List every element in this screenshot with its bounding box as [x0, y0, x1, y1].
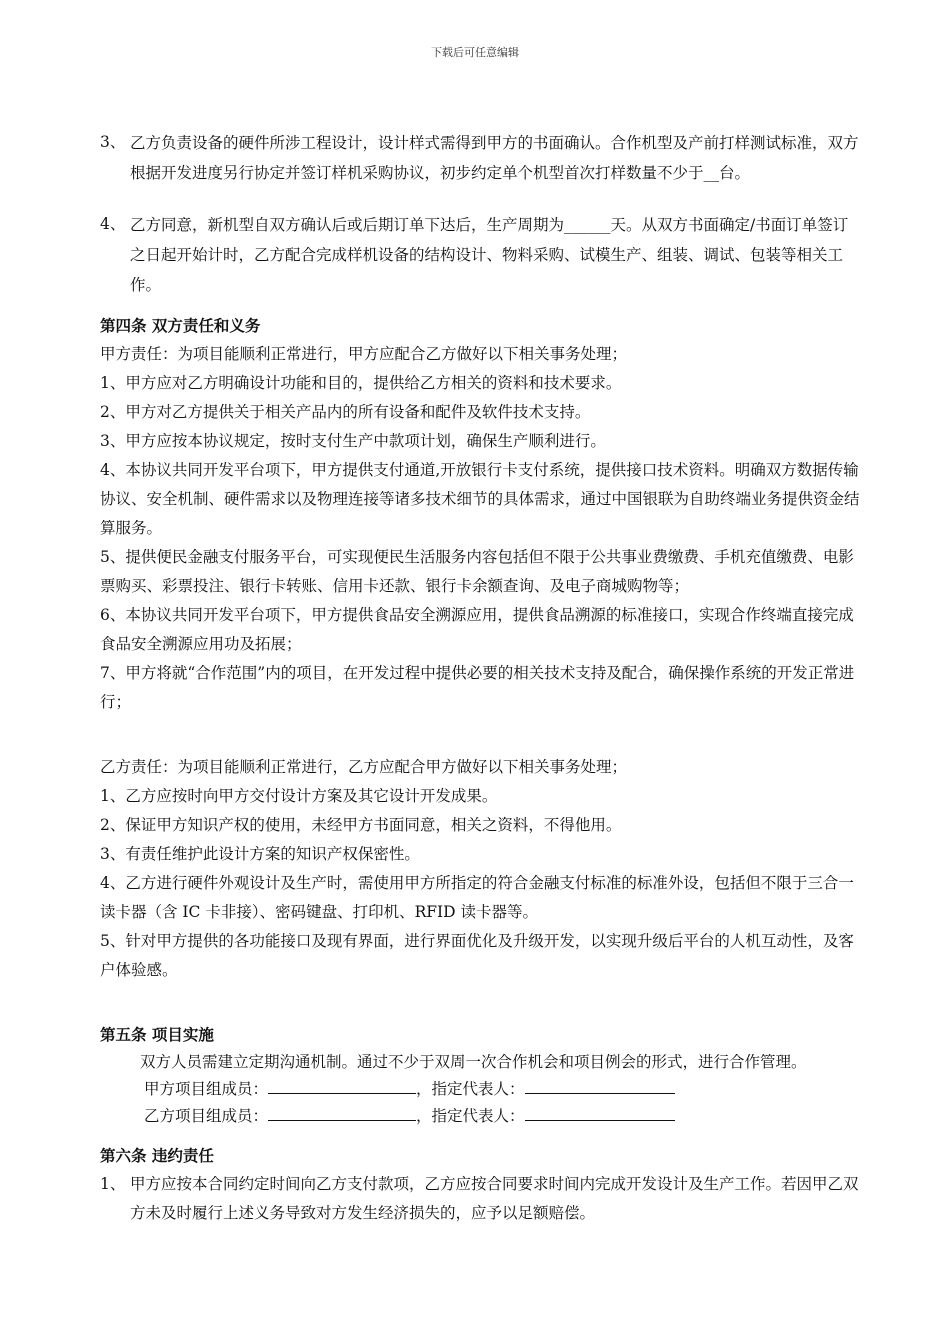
clause-text-before: 乙方负责设备的硬件所涉工程设计，设计样式需得到甲方的书面确认。合作机型及产前打样测试标准，双方根据开发进度另行协定并签订样机采购协议，初步约定单个机型首次打样数量不少于 — [130, 134, 859, 182]
party-a-members-label: 甲方项目组成员： — [144, 1080, 269, 1098]
representative-label: ，指定代表人： — [416, 1107, 525, 1125]
clause-text-before: 乙方同意，新机型自双方确认后或后期订单下达后，生产周期为 — [130, 216, 565, 234]
article6-title: 第六条 违约责任 — [100, 1146, 214, 1165]
party-b-item-5: 5、针对甲方提供的各功能接口及现有界面，进行界面优化及升级开发，以实现升级后平台的人机互动性，及客户体验感。 — [100, 932, 854, 979]
party-b-item-4: 4、乙方进行硬件外观设计及生产时，需使用甲方所指定的符合金融支付标准的标准外设，包括但不限于三合一读卡器（含 IC 卡非接）、密码键盘、打印机、RFID 读卡器等。 — [100, 874, 854, 921]
article5-text: 双方人员需建立定期沟通机制。通过不少于双周一次合作机会和项目例会的形式，进行合作管理。 — [140, 1053, 807, 1071]
party-a-members-row — [100, 1076, 860, 1103]
clause-text — [130, 210, 860, 300]
party-b-item-1: 1、乙方应按时向甲方交付设计方案及其它设计开发成果。 — [100, 787, 498, 805]
party-a-members-blank — [268, 1079, 416, 1094]
article6-item-1 — [100, 1170, 860, 1228]
clause-text — [130, 128, 860, 188]
clause-text-after: 台。 — [719, 164, 751, 182]
clause-text: 甲方应按本合同约定时间向乙方支付款项，乙方应按合同要求时间内完成开发设计及生产工作。若因甲乙双方未及时履行上述义务导致对方发生经济损失的，应予以足额赔偿。 — [130, 1175, 859, 1222]
party-b-intro: 乙方责任：为项目能顺利正常进行，乙方应配合甲方做好以下相关事务处理； — [100, 758, 628, 776]
party-a-item-3: 3、甲方应按本协议规定，按时支付生产中款项计划，确保生产顺利进行。 — [100, 432, 606, 450]
document-body — [100, 128, 860, 1228]
clause-number: 3、 — [100, 133, 126, 151]
party-a-item-4: 4、本协议共同开发平台项下，甲方提供支付通道,开放银行卡支付系统，提供接口技术资料。明确双方数据传输协议、安全机制、硬件需求以及物理连接等诸多技术细节的具体需求，通过中国银联为自助终端业务提供资金结算服务。 — [100, 461, 860, 537]
party-b-members-blank — [268, 1106, 416, 1121]
clause-item-3 — [100, 128, 860, 188]
article4-title: 第四条 双方责任和义务 — [100, 316, 261, 335]
party-b-item-3: 3、有责任维护此设计方案的知识产权保密性。 — [100, 845, 420, 863]
party-a-item-2: 2、甲方对乙方提供关于相关产品内的所有设备和配件及软件技术支持。 — [100, 403, 591, 421]
clause-number: 4、 — [100, 215, 126, 233]
party-b-item-2: 2、保证甲方知识产权的使用，未经甲方书面同意，相关之资料，不得他用。 — [100, 816, 622, 834]
party-a-item-1: 1、甲方应对乙方明确设计功能和目的，提供给乙方相关的资料和技术要求。 — [100, 374, 622, 392]
party-a-item-7: 7、甲方将就“合作范围”内的项目，在开发过程中提供必要的相关技术支持及配合，确保操作系统的开发正常进行； — [100, 664, 855, 711]
clause-text-after: 天。从双方书面确定/书面订单签订之日起开始计时，乙方配合完成样机设备的结构设计、物料采购、试模生产、组装、调试、包装等相关工作。 — [130, 216, 849, 294]
party-b-representative-blank — [525, 1106, 675, 1121]
party-a-item-6: 6、本协议共同开发平台项下，甲方提供食品安全溯源应用，提供食品溯源的标准接口，实现合作终端直接完成食品安全溯源应用功及拓展； — [100, 606, 854, 653]
representative-label: ，指定代表人： — [416, 1080, 525, 1098]
article5-title: 第五条 项目实施 — [100, 1025, 214, 1044]
party-a-item-5: 5、提供便民金融支付服务平台，可实现便民生活服务内容包括但不限于公共事业费缴费、手机充值缴费、电影票购买、彩票投注、银行卡转账、信用卡还款、银行卡余额查询、及电子商城购物等； — [100, 548, 854, 595]
clause-item-4 — [100, 210, 860, 300]
party-b-members-row — [100, 1103, 860, 1130]
page-header: 下载后可任意编辑 — [431, 46, 519, 59]
clause-blank: ______ — [564, 216, 611, 234]
party-b-members-label: 乙方项目组成员： — [144, 1107, 269, 1125]
clause-number: 1、 — [100, 1175, 126, 1193]
party-a-representative-blank — [525, 1079, 675, 1094]
party-a-intro: 甲方责任：为项目能顺利正常进行，甲方应配合乙方做好以下相关事务处理； — [100, 345, 628, 363]
clause-blank: __ — [703, 164, 720, 182]
